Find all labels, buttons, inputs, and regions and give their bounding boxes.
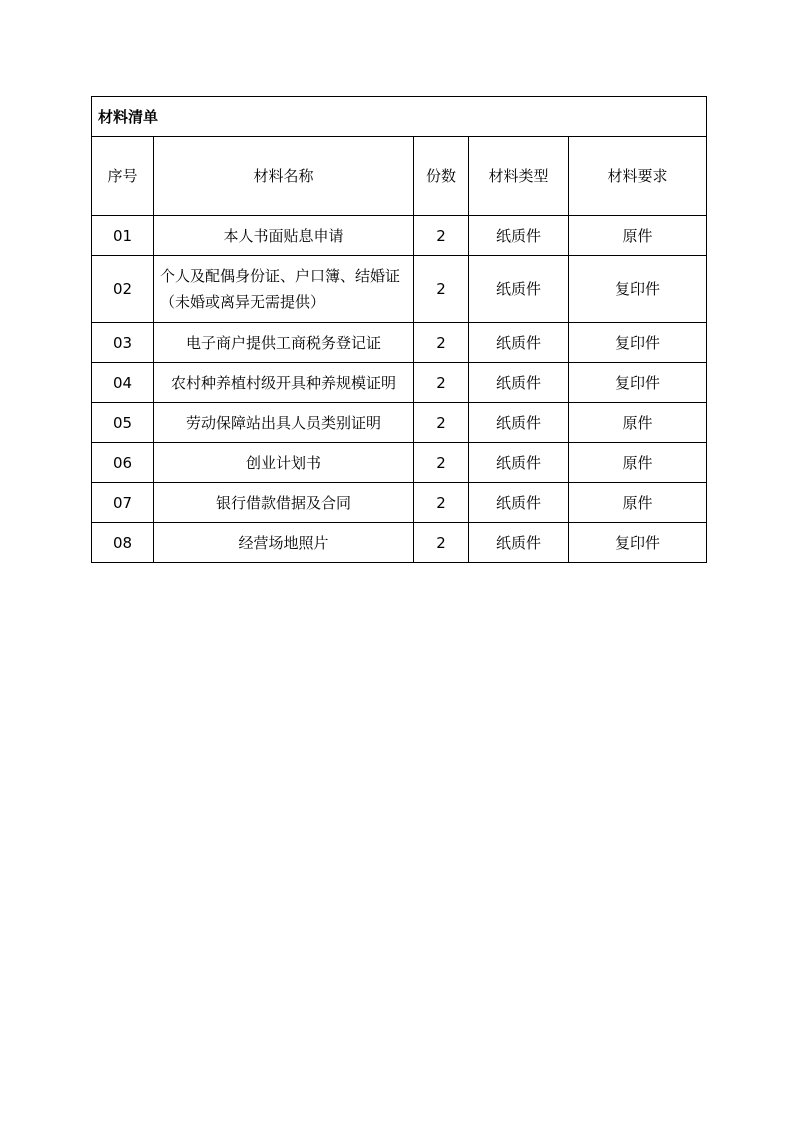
cell-requirement: 原件: [569, 403, 707, 443]
cell-index: 08: [92, 523, 154, 563]
cell-requirement: 复印件: [569, 523, 707, 563]
header-copies: 份数: [414, 137, 469, 216]
cell-name: 创业计划书: [154, 443, 414, 483]
table-row: [92, 443, 707, 483]
cell-name: 个人及配偶身份证、户口簿、结婚证（未婚或离异无需提供）: [154, 256, 414, 323]
table-row: [92, 256, 707, 323]
cell-name: 劳动保障站出具人员类别证明: [154, 403, 414, 443]
cell-copies: 2: [414, 483, 469, 523]
table-title: 材料清单: [92, 97, 707, 137]
cell-name: 电子商户提供工商税务登记证: [154, 323, 414, 363]
cell-requirement: 复印件: [569, 256, 707, 323]
materials-list-document: [91, 96, 706, 563]
cell-requirement: 复印件: [569, 363, 707, 403]
table-row: [92, 363, 707, 403]
cell-copies: 2: [414, 323, 469, 363]
table-header-row: [92, 137, 707, 216]
header-name: 材料名称: [154, 137, 414, 216]
cell-index: 04: [92, 363, 154, 403]
cell-index: 06: [92, 443, 154, 483]
cell-requirement: 原件: [569, 216, 707, 256]
header-type: 材料类型: [469, 137, 569, 216]
table-title-row: [92, 97, 707, 137]
header-index: 序号: [92, 137, 154, 216]
cell-copies: 2: [414, 523, 469, 563]
cell-requirement: 原件: [569, 483, 707, 523]
cell-copies: 2: [414, 403, 469, 443]
cell-type: 纸质件: [469, 216, 569, 256]
table-row: [92, 323, 707, 363]
cell-type: 纸质件: [469, 403, 569, 443]
cell-type: 纸质件: [469, 483, 569, 523]
cell-copies: 2: [414, 443, 469, 483]
cell-copies: 2: [414, 256, 469, 323]
cell-copies: 2: [414, 363, 469, 403]
cell-index: 05: [92, 403, 154, 443]
table-row: [92, 403, 707, 443]
cell-name: 经营场地照片: [154, 523, 414, 563]
cell-type: 纸质件: [469, 323, 569, 363]
cell-name: 农村种养植村级开具种养规模证明: [154, 363, 414, 403]
table-row: [92, 483, 707, 523]
cell-requirement: 原件: [569, 443, 707, 483]
cell-name: 银行借款借据及合同: [154, 483, 414, 523]
cell-requirement: 复印件: [569, 323, 707, 363]
cell-type: 纸质件: [469, 363, 569, 403]
cell-type: 纸质件: [469, 443, 569, 483]
header-requirement: 材料要求: [569, 137, 707, 216]
cell-type: 纸质件: [469, 523, 569, 563]
table-row: [92, 216, 707, 256]
cell-copies: 2: [414, 216, 469, 256]
cell-name: 本人书面贴息申请: [154, 216, 414, 256]
cell-index: 03: [92, 323, 154, 363]
cell-index: 07: [92, 483, 154, 523]
table-row: [92, 523, 707, 563]
cell-type: 纸质件: [469, 256, 569, 323]
cell-index: 01: [92, 216, 154, 256]
materials-table: [91, 96, 707, 563]
cell-index: 02: [92, 256, 154, 323]
